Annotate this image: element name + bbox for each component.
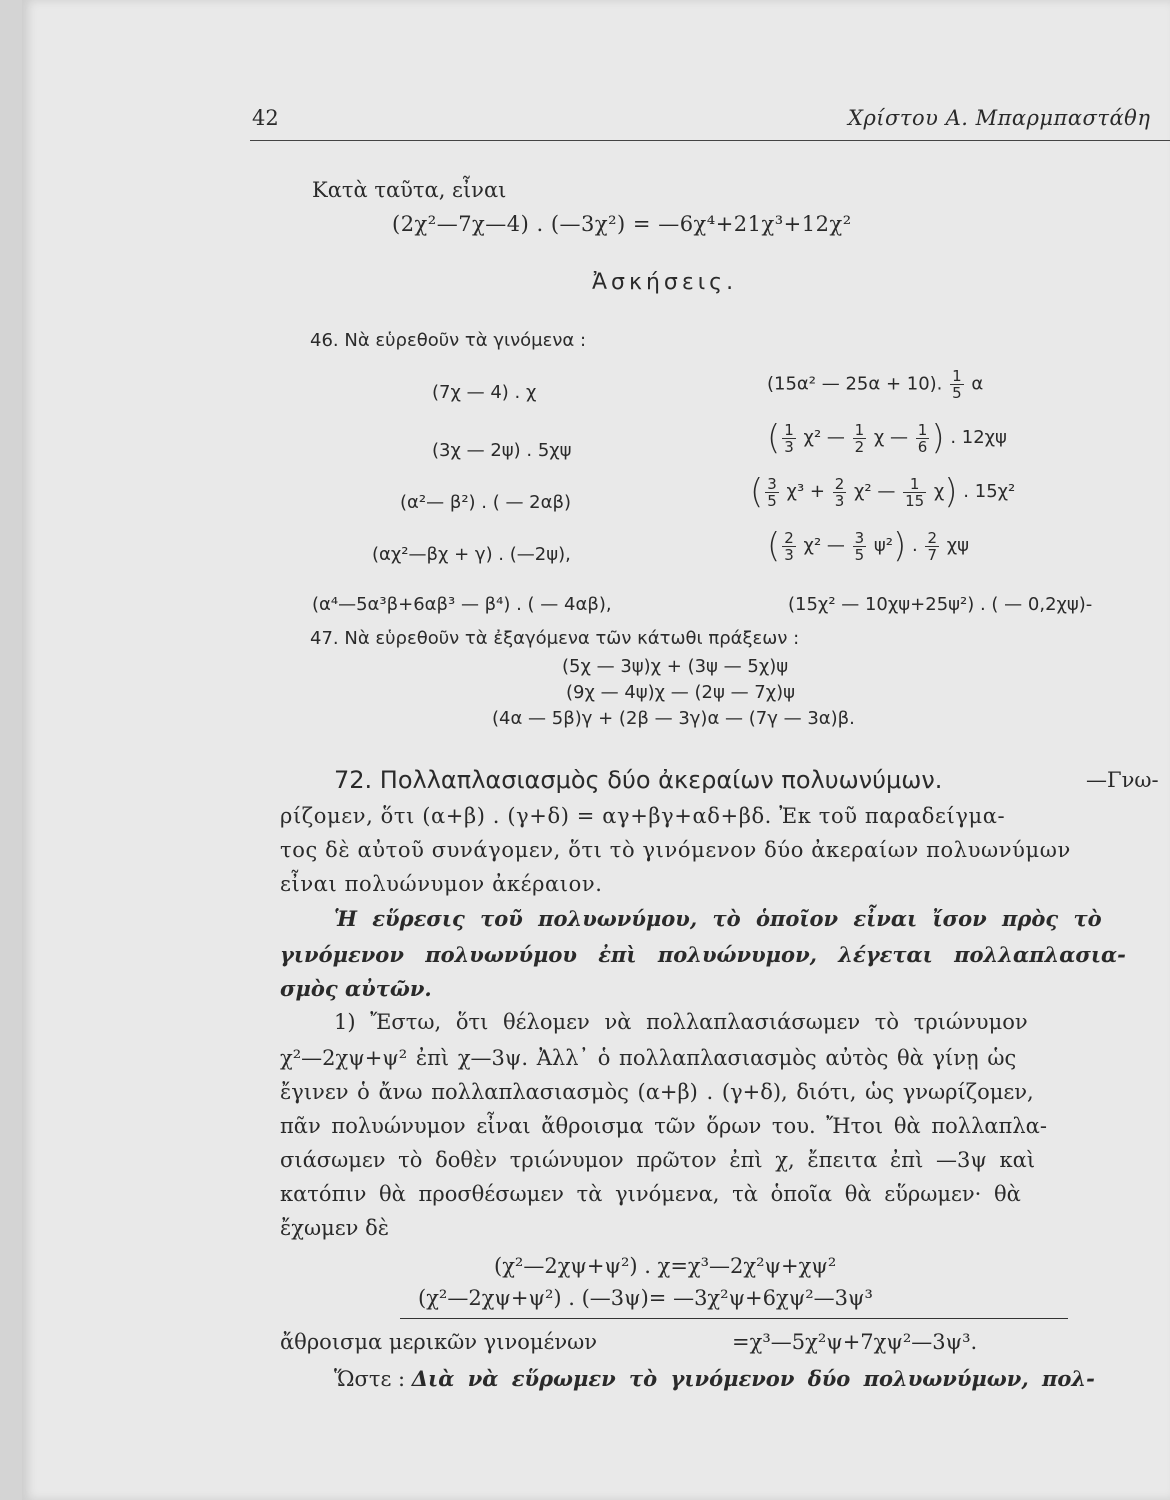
intro-formula: (2χ²—7χ—4) . (—3χ²) = —6χ⁴+21χ³+12χ² (392, 212, 852, 236)
sum-value: =χ³—5χ²ψ+7χψ²—3ψ³. (732, 1330, 978, 1354)
ex47-line-2: (9χ — 4ψ)χ — (2ψ — 7χ)ψ (566, 682, 796, 703)
paragraph-2-line: ἔγινεν ὁ ἄνω πολλαπλασιασμὸς (α+β) . (γ+δ), διότι, ὡς γνωρίζομεν, (280, 1080, 1034, 1104)
ex47-line-1: (5χ — 3ψ)χ + (3ψ — 5χ)ψ (562, 656, 789, 677)
ex46-left-3: (α²— β²) . ( — 2αβ) (400, 492, 572, 513)
ex46-left-2: (3χ — 2ψ) . 5χψ (432, 440, 572, 461)
paragraph-2-line: 1) Ἔστω, ὅτι θέλομεν νὰ πολλαπλασιάσωμεν τὸ τριώνυμον (334, 1010, 1028, 1034)
fraction: $\frac{2}{3}$ (784, 528, 794, 564)
conclusion-line (334, 1366, 1095, 1391)
exercise-47-label: 47. Νὰ εὑρεθοῦν τὰ ἐξαγόμενα τῶν κάτωθι πράξεων : (310, 628, 800, 649)
fraction: $\frac{1}{6}$ (917, 420, 928, 456)
paragraph-2-line: σιάσωμεν τὸ δοθὲν τριώνυμον πρῶτον ἐπὶ χ, ἔπειτα ἐπὶ —3ψ καὶ (280, 1148, 1036, 1172)
fraction: $\frac{1}{15}$ (905, 474, 925, 510)
ex46-right-5: (15χ² — 10χψ+25ψ²) . ( — 0,2χψ)- (788, 594, 1093, 615)
sum-rule (400, 1318, 1068, 1319)
intro-line: Κατὰ ταῦτα, εἶναι (312, 178, 507, 202)
ex46-right-4: ( $\frac{2}{3}$ χ² — $\frac{3}{5}$ ψ²) . $\frac{2}{7}$ χψ (767, 526, 969, 566)
fraction: $\frac{1}{2}$ (854, 420, 865, 456)
sum-label: ἄθροισμα μερικῶν γινομένων (280, 1330, 598, 1354)
definition-line: Ἡ εὕρεσις τοῦ πολυωνύμου, τὸ ὁποῖον εἶναι ἴσον πρὸς τὸ (334, 906, 1102, 931)
ex47-line-3: (4α — 5β)γ + (2β — 3γ)α — (7γ — 3α)β. (492, 708, 855, 729)
exercises-heading: Ἀσκήσεις. (592, 270, 738, 295)
ex46-right-1 (767, 368, 983, 401)
fraction: $\frac{2}{3}$ (834, 474, 845, 510)
conclusion-prefix: Ὥστε : (334, 1367, 406, 1391)
paragraph-1-line: ρίζομεν, ὅτι (α+β) . (γ+δ) = αγ+βγ+αδ+βδ. Ἐκ τοῦ παραδείγμα- (280, 804, 1006, 828)
header-rule (250, 140, 1170, 141)
denominator: 5 (952, 384, 962, 402)
section-title: 72. Πολλαπλασιασμὸς δύο ἀκεραίων πολυωνύμων. (334, 766, 943, 794)
ex46-left-4: (αχ²—βχ + γ) . (—2ψ), (372, 544, 571, 565)
running-head: Χρίστου Α. Μπαρμπαστάθη (848, 106, 1151, 130)
fraction: $\frac{2}{7}$ (927, 528, 937, 564)
calc-line-1: (χ²—2χψ+ψ²) . χ=χ³—2χ²ψ+χψ² (494, 1254, 837, 1278)
definition-line: σμὸς αὐτῶν. (280, 976, 432, 1001)
paragraph-1-line: τος δὲ αὐτοῦ συνάγομεν, ὅτι τὸ γινόμενον δύο ἀκεραίων πολυωνύμων (280, 838, 1071, 862)
calc-line-2: (χ²—2χψ+ψ²) . (—3ψ)= —3χ²ψ+6χψ²—3ψ³ (418, 1286, 873, 1310)
ex46-right-1-post: α (971, 373, 984, 395)
page-number: 42 (252, 106, 279, 130)
ex46-left-1: (7χ — 4) . χ (432, 382, 537, 403)
definition-line: γινόμενον πολυωνύμου ἐπὶ πολυώνυμον, λέγεται πολλαπλασια- (280, 942, 1126, 967)
fraction: $\frac{3}{5}$ (854, 528, 865, 564)
fraction (950, 368, 964, 401)
numerator: 1 (952, 367, 962, 385)
ex46-left-5: (α⁴—5α³β+6αβ³ — β⁴) . ( — 4αβ), (312, 594, 612, 615)
ex46-right-1-pre: (15α² — 25α + 10). (767, 373, 943, 395)
conclusion-rule: Διὰ νὰ εὕρωμεν τὸ γινόμενον δύο πολυωνύμων, πολ- (411, 1366, 1095, 1391)
ex46-right-2: ( $\frac{1}{3}$ χ² — $\frac{1}{2}$ χ — $\frac{1}{6}$ ) . 12χψ (767, 418, 1007, 458)
paragraph-1-line: εἶναι πολυώνυμον ἀκέραιον. (280, 872, 603, 896)
ex46-right-3: ( $\frac{3}{5}$ χ³ + $\frac{2}{3}$ χ² — $\frac{1}{15}$ χ) . 15χ² (750, 472, 1016, 512)
paragraph-2-line: πᾶν πολυώνυμον εἶναι ἄθροισμα τῶν ὅρων του. Ἤτοι θὰ πολλαπλα- (280, 1114, 1047, 1138)
fraction: $\frac{3}{5}$ (767, 474, 777, 510)
paragraph-2-line: ἔχωμεν δὲ (280, 1216, 389, 1240)
paragraph-2-line: κατόπιν θὰ προσθέσωμεν τὰ γινόμενα, τὰ ὁποῖα θὰ εὕρωμεν· θὰ (280, 1182, 1021, 1206)
fraction: $\frac{1}{3}$ (784, 420, 794, 456)
paragraph-1-start: —Γνω- (1086, 768, 1159, 792)
paragraph-2-line: χ²—2χψ+ψ² ἐπὶ χ—3ψ. Ἀλλ᾽ ὁ πολλαπλασιασμὸς αὐτὸς θὰ γίνῃ ὡς (280, 1046, 1017, 1070)
book-page (22, 0, 1170, 1500)
exercise-46-label: 46. Νὰ εὑρεθοῦν τὰ γινόμενα : (310, 330, 587, 351)
